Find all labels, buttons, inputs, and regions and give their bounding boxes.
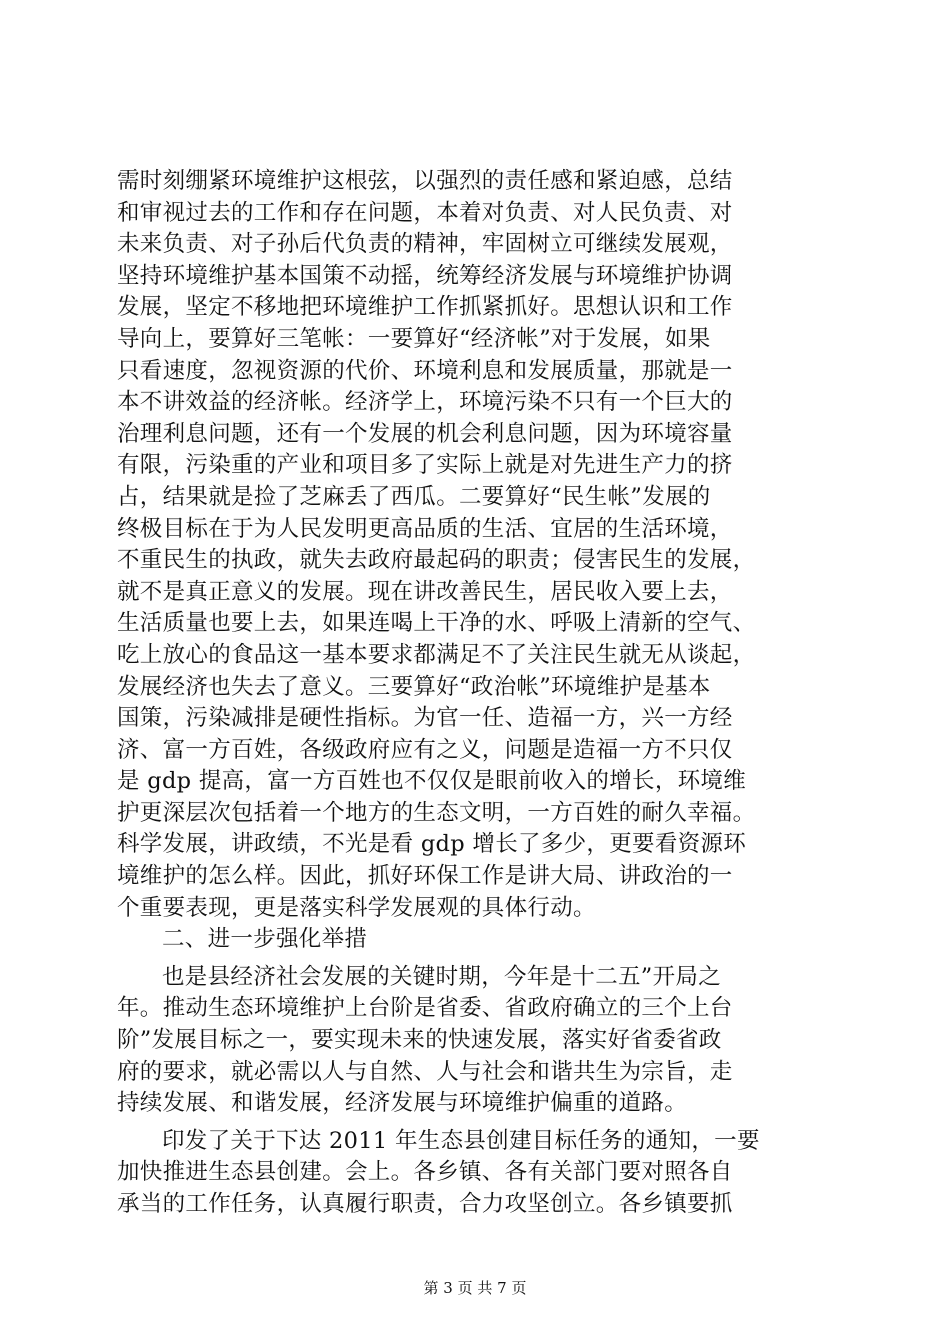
text-line: 加快推进生态县创建。会上。各乡镇、各有关部门要对照各自 bbox=[117, 1159, 733, 1186]
text-line: 发展经济也失去了意义。三要算好“政治帐”环境维护是基本 bbox=[117, 673, 711, 700]
text-line: 坚持环境维护基本国策不动摇，统筹经济发展与环境维护协调 bbox=[117, 262, 733, 289]
text-line: 导向上，要算好三笔帐：一要算好“经济帐”对于发展，如果 bbox=[117, 325, 711, 352]
page-number-footer: 第 3 页 共 7 页 bbox=[423, 1279, 527, 1297]
text-line: 有限，污染重的产业和项目多了实际上就是对先进生产力的挤 bbox=[117, 452, 733, 479]
text-line: 印发了关于下达 2011 年生态县创建目标任务的通知，一要 bbox=[162, 1127, 760, 1154]
text-line: 个重要表现，更是落实科学发展观的具体行动。 bbox=[117, 894, 596, 921]
text-line: 科学发展，讲政绩，不光是看 gdp 增长了多少，更要看资源环 bbox=[117, 831, 747, 858]
paragraph-ecological-county bbox=[117, 1126, 833, 1221]
text-line: 是 gdp 提高，富一方百姓也不仅仅是眼前收入的增长，环境维 bbox=[117, 768, 747, 795]
text-line: 济、富一方百姓，各级政府应有之义，问题是造福一方不只仅 bbox=[117, 736, 733, 763]
paragraph-environment-accounts bbox=[117, 166, 833, 924]
text-line: 只看速度，忽视资源的代价、环境利息和发展质量，那就是一 bbox=[117, 357, 733, 384]
text-line: 阶”发展目标之一，要实现未来的快速发展，落实好省委省政 bbox=[117, 1027, 722, 1054]
text-line: 年。推动生态环境维护上台阶是省委、省政府确立的三个上台 bbox=[117, 995, 733, 1022]
text-line: 终极目标在于为人民发明更高品质的生活、宜居的生活环境， bbox=[117, 515, 733, 542]
text-line: 就不是真正意义的发展。现在讲改善民生，居民收入要上去， bbox=[117, 578, 733, 605]
text-line: 护更深层次包括着一个地方的生态文明，一方百姓的耐久幸福。 bbox=[117, 799, 756, 826]
text-line: 本不讲效益的经济帐。经济学上，环境污染不只有一个巨大的 bbox=[117, 389, 733, 416]
section-heading: 二、进一步强化举措 bbox=[162, 926, 368, 953]
text-line: 承当的工作任务，认真履行职责，合力攻坚创立。各乡镇要抓 bbox=[117, 1191, 733, 1217]
text-line: 生活质量也要上去，如果连喝上干净的水、呼吸上清新的空气、 bbox=[117, 610, 756, 637]
text-line: 发展，坚定不移地把环境维护工作抓紧抓好。思想认识和工作 bbox=[117, 294, 733, 321]
text-line: 持续发展、和谐发展，经济发展与环境维护偏重的道路。 bbox=[117, 1090, 688, 1117]
text-line: 府的要求，就必需以人与自然、人与社会和谐共生为宗旨，走 bbox=[117, 1058, 733, 1085]
text-line: 和审视过去的工作和存在问题，本着对负责、对人民负责、对 bbox=[117, 199, 733, 226]
text-line: 未来负责、对子孙后代负责的精神，牢固树立可继续发展观， bbox=[117, 231, 733, 258]
text-line: 境维护的怎么样。因此，抓好环保工作是讲大局、讲政治的一 bbox=[117, 863, 733, 890]
paragraph-development-goals bbox=[117, 962, 833, 1120]
text-line: 不重民生的执政，就失去政府最起码的职责；侵害民生的发展， bbox=[117, 547, 756, 574]
text-line: 国策，污染减排是硬性指标。为官一任、造福一方，兴一方经 bbox=[117, 705, 733, 732]
text-line: 占，结果就是捡了芝麻丢了西瓜。二要算好“民生帐”发展的 bbox=[117, 483, 711, 510]
text-line: 治理利息问题，还有一个发展的机会利息问题，因为环境容量 bbox=[117, 420, 733, 447]
text-line: 需时刻绷紧环境维护这根弦，以强烈的责任感和紧迫感，总结 bbox=[117, 168, 733, 194]
text-line: 也是县经济社会发展的关键时期，今年是十二五”开局之 bbox=[162, 963, 722, 990]
text-line: 吃上放心的食品这一基本要求都满足不了关注民生就无从谈起， bbox=[117, 641, 756, 668]
document-body bbox=[117, 166, 833, 1221]
